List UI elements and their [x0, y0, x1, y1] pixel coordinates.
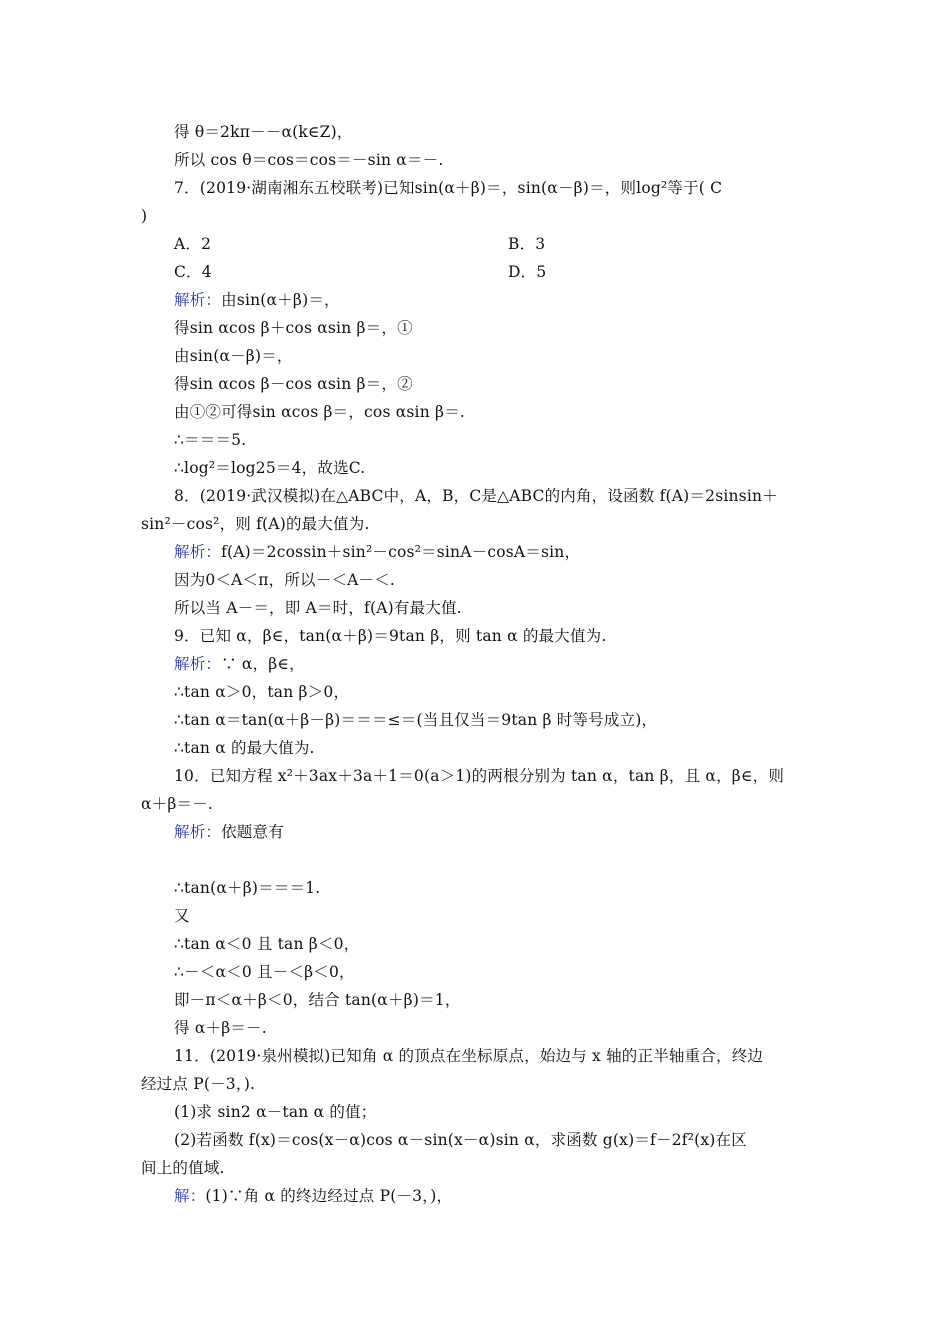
solution-label: 解析： [174, 823, 222, 841]
text-line [141, 1158, 225, 1178]
text-line [174, 990, 461, 1010]
text-line [174, 934, 359, 954]
option-right: B．3 [508, 235, 546, 253]
text-line [174, 1018, 267, 1038]
text-line [174, 542, 580, 562]
line-text: 因为0＜A＜π，所以－＜A－＜. [174, 571, 396, 589]
option-left: C．4 [174, 263, 212, 281]
line-text: 10．已知方程 x²＋3ax＋3a＋1＝0(a＞1)的两根分别为 tan α，tan β，且 α，β∈，则 [174, 767, 785, 785]
text-line [174, 374, 413, 394]
line-text: ∴tan α 的最大值为. [174, 739, 315, 757]
option-right: D．5 [508, 263, 547, 281]
line-text: 所以 cos θ＝cos＝cos＝－sin α＝－. [174, 151, 444, 169]
line-text: 所以当 A－＝，即 A＝时，f(A)有最大值. [174, 599, 462, 617]
solution-label: 解析： [174, 543, 222, 561]
line-text: α＋β＝－. [141, 795, 214, 813]
line-text: 间上的值域. [141, 1159, 225, 1177]
line-text: f(A)＝2cossin＋sin²－cos²＝sinA－cosA＝sin， [221, 543, 581, 561]
text-line [174, 710, 657, 730]
text-line [174, 122, 353, 142]
text-line [141, 794, 213, 814]
text-line [174, 906, 190, 926]
solution-label: 解析： [174, 655, 222, 673]
line-text: ∴＝＝＝5. [174, 431, 247, 449]
line-text: ∴－＜α＜0 且－＜β＜0， [174, 963, 355, 981]
text-line [174, 598, 462, 618]
line-text: 得 α＋β＝－. [174, 1019, 267, 1037]
text-line [174, 318, 413, 338]
text-line [174, 402, 465, 422]
line-text: 7．(2019·湖南湘东五校联考)已知sin(α＋β)＝，sin(α－β)＝，则log²等于( C [174, 179, 723, 197]
text-line [174, 458, 365, 478]
text-line [174, 486, 778, 506]
line-text: (1)求 sin2 α－tan α 的值； [174, 1103, 377, 1121]
text-line [174, 1102, 377, 1122]
text-line [141, 514, 370, 534]
text-line [174, 570, 395, 590]
text-line [141, 206, 147, 226]
line-text: ∴tan α＜0 且 tan β＜0， [174, 935, 360, 953]
line-text: ) [141, 207, 148, 225]
line-text: 即－π＜α＋β＜0，结合 tan(α＋β)＝1， [174, 991, 461, 1009]
line-text: (1)∵角 α 的终边经过点 P(－3，)， [205, 1187, 453, 1205]
text-line [174, 1046, 763, 1066]
option-row [174, 262, 547, 282]
line-text: ∵ α，β∈， [221, 655, 305, 673]
line-text: ∴tan α＞0，tan β＞0， [174, 683, 350, 701]
text-line [174, 1186, 452, 1206]
text-line [174, 178, 722, 198]
line-text: ∴log²＝log25＝4，故选C. [174, 459, 366, 477]
option-left: A．2 [174, 235, 212, 253]
line-text: 9．已知 α，β∈，tan(α＋β)＝9tan β，则 tan α 的最大值为. [174, 627, 607, 645]
line-text: 由①②可得sin αcos β＝，cos αsin β＝. [174, 403, 466, 421]
line-text: 8．(2019·武汉模拟)在△ABC中，A，B，C是△ABC的内角，设函数 f(A)＝2sinsin＋ [174, 487, 778, 505]
line-text: 又 [174, 907, 190, 925]
line-text: ∴tan(α＋β)＝＝＝1. [174, 879, 321, 897]
text-line [174, 682, 349, 702]
solution-label: 解析： [174, 291, 222, 309]
text-line [174, 654, 305, 674]
text-line [174, 738, 315, 758]
line-text: sin²－cos²，则 f(A)的最大值为. [141, 515, 370, 533]
text-line [174, 878, 320, 898]
text-line [174, 1130, 747, 1150]
line-text: 得sin αcos β－cos αsin β＝，② [174, 375, 413, 393]
text-line [141, 1074, 255, 1094]
text-line [174, 962, 355, 982]
line-text: 经过点 P(－3，). [141, 1075, 256, 1093]
text-line [174, 150, 444, 170]
text-line [174, 626, 607, 646]
line-text: 由sin(α＋β)＝， [221, 291, 340, 309]
text-line [174, 290, 340, 310]
line-text: 11．(2019·泉州模拟)已知角 α 的顶点在坐标原点，始边与 x 轴的正半轴重合，终边 [174, 1047, 764, 1065]
text-line [174, 430, 246, 450]
line-text: 由sin(α－β)＝， [174, 347, 293, 365]
line-text: 得 θ＝2kπ－－α(k∈Z)， [174, 123, 353, 141]
line-text: 依题意有 [221, 823, 284, 841]
solution-label: 解： [174, 1187, 206, 1205]
line-text: 得sin αcos β＋cos αsin β＝，① [174, 319, 413, 337]
line-text: ∴tan α＝tan(α＋β－β)＝＝＝≤＝(当且仅当＝9tan β 时等号成立)， [174, 711, 658, 729]
text-line [174, 822, 284, 842]
option-row [174, 234, 546, 254]
text-line [174, 346, 293, 366]
line-text: (2)若函数 f(x)＝cos(x－α)cos α－sin(x－α)sin α，求函数 g(x)＝f－2f²(x)在区 [174, 1131, 747, 1149]
text-line [174, 766, 784, 786]
